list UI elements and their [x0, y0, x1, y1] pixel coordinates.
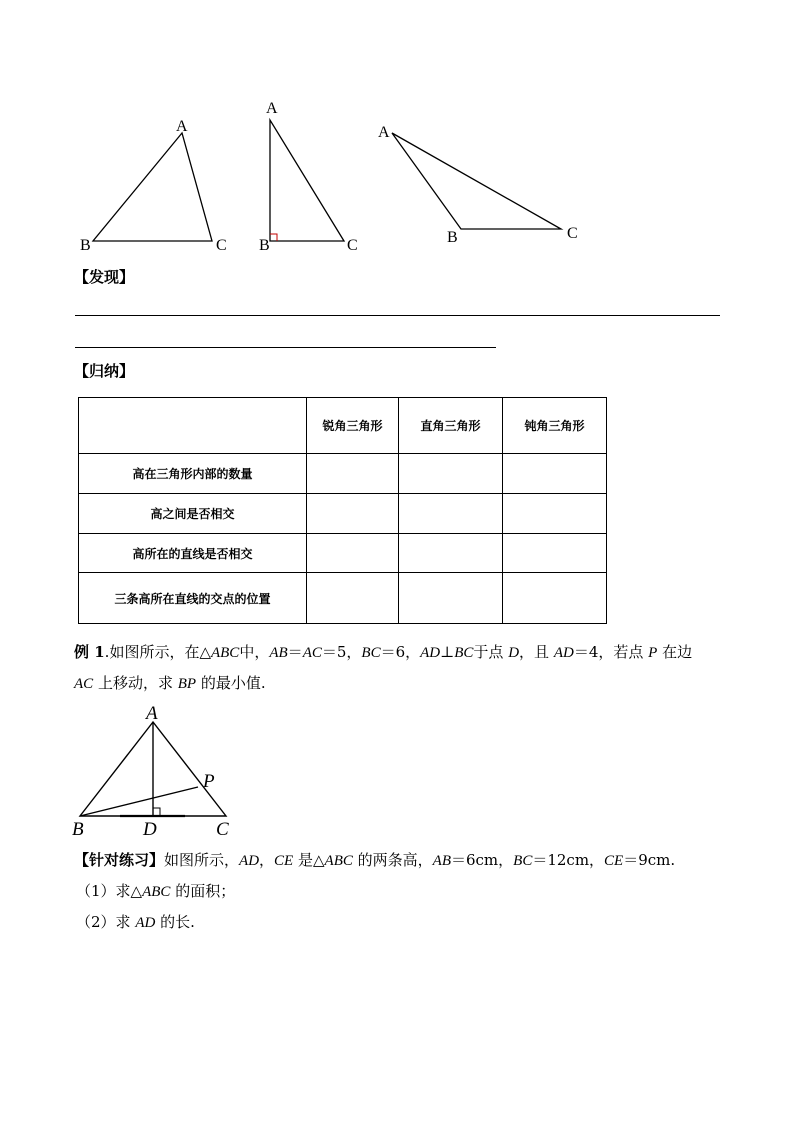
- table-cell[interactable]: [399, 534, 503, 573]
- acute-triangle: [80, 118, 227, 254]
- summary-heading: 【归纳】: [74, 362, 135, 380]
- obtuse-label-a: A: [378, 124, 390, 141]
- table-row: [79, 534, 607, 573]
- label-b: B: [72, 819, 84, 840]
- segment-bp: [80, 787, 198, 816]
- practice-question-1: （1）求△ABC 的面积；: [76, 882, 236, 900]
- example-1-line-1: 例 1.如图所示，在△ABC中，AB＝AC＝5，BC＝6，AD⊥BC于点 D，且 AD＝4，若点 P 在边: [74, 643, 693, 661]
- triangle-figures: [0, 90, 794, 260]
- label-d: D: [143, 819, 157, 840]
- acute-label-b: B: [80, 237, 91, 254]
- row-label: 高之间是否相交: [79, 494, 307, 534]
- answer-line-1: [75, 315, 720, 316]
- table-corner-cell: [79, 398, 307, 454]
- example-label: 例 1: [74, 643, 105, 661]
- table-cell[interactable]: [399, 454, 503, 494]
- acute-label-c: C: [216, 237, 227, 254]
- table-cell[interactable]: [307, 494, 399, 534]
- right-angle-marker: [153, 808, 160, 816]
- example-1-line-2: AC 上移动，求 BP 的最小值.: [74, 674, 266, 692]
- answer-line-2: [75, 347, 496, 348]
- obtuse-label-c: C: [567, 225, 578, 242]
- table-cell[interactable]: [307, 573, 399, 624]
- obtuse-triangle: [378, 124, 578, 246]
- label-p: P: [203, 771, 215, 792]
- table-row: [79, 494, 607, 534]
- label-c: C: [216, 819, 229, 840]
- row-label: 高在三角形内部的数量: [79, 454, 307, 494]
- column-header-right: 直角三角形: [399, 398, 503, 454]
- practice-intro: 【针对练习】如图所示，AD，CE 是△ABC 的两条高，AB＝6cm，BC＝12cm，CE＝9cm.: [74, 851, 676, 869]
- row-label: 三条高所在直线的交点的位置: [79, 573, 307, 624]
- summary-table: [78, 397, 607, 624]
- table-header-row: [79, 398, 607, 454]
- table-cell[interactable]: [503, 494, 607, 534]
- practice-label: 【针对练习】: [74, 851, 165, 869]
- table-row: [79, 454, 607, 494]
- example-figure: [60, 700, 260, 840]
- table-cell[interactable]: [503, 534, 607, 573]
- table-cell[interactable]: [307, 454, 399, 494]
- right-angle-marker: [270, 234, 277, 241]
- column-header-obtuse: 钝角三角形: [503, 398, 607, 454]
- acute-label-a: A: [176, 118, 188, 135]
- column-header-acute: 锐角三角形: [307, 398, 399, 454]
- practice-question-2: （2）求 AD 的长.: [76, 913, 195, 931]
- table-cell[interactable]: [307, 534, 399, 573]
- row-label: 高所在的直线是否相交: [79, 534, 307, 573]
- right-label-a: A: [266, 100, 278, 117]
- table-cell[interactable]: [399, 494, 503, 534]
- table-cell[interactable]: [399, 573, 503, 624]
- right-label-c: C: [347, 237, 358, 254]
- right-triangle: [259, 100, 358, 254]
- obtuse-label-b: B: [447, 229, 458, 246]
- label-a: A: [146, 703, 158, 724]
- table-row: [79, 573, 607, 624]
- right-label-b: B: [259, 237, 270, 254]
- discover-heading: 【发现】: [74, 268, 135, 286]
- table-cell[interactable]: [503, 454, 607, 494]
- table-cell[interactable]: [503, 573, 607, 624]
